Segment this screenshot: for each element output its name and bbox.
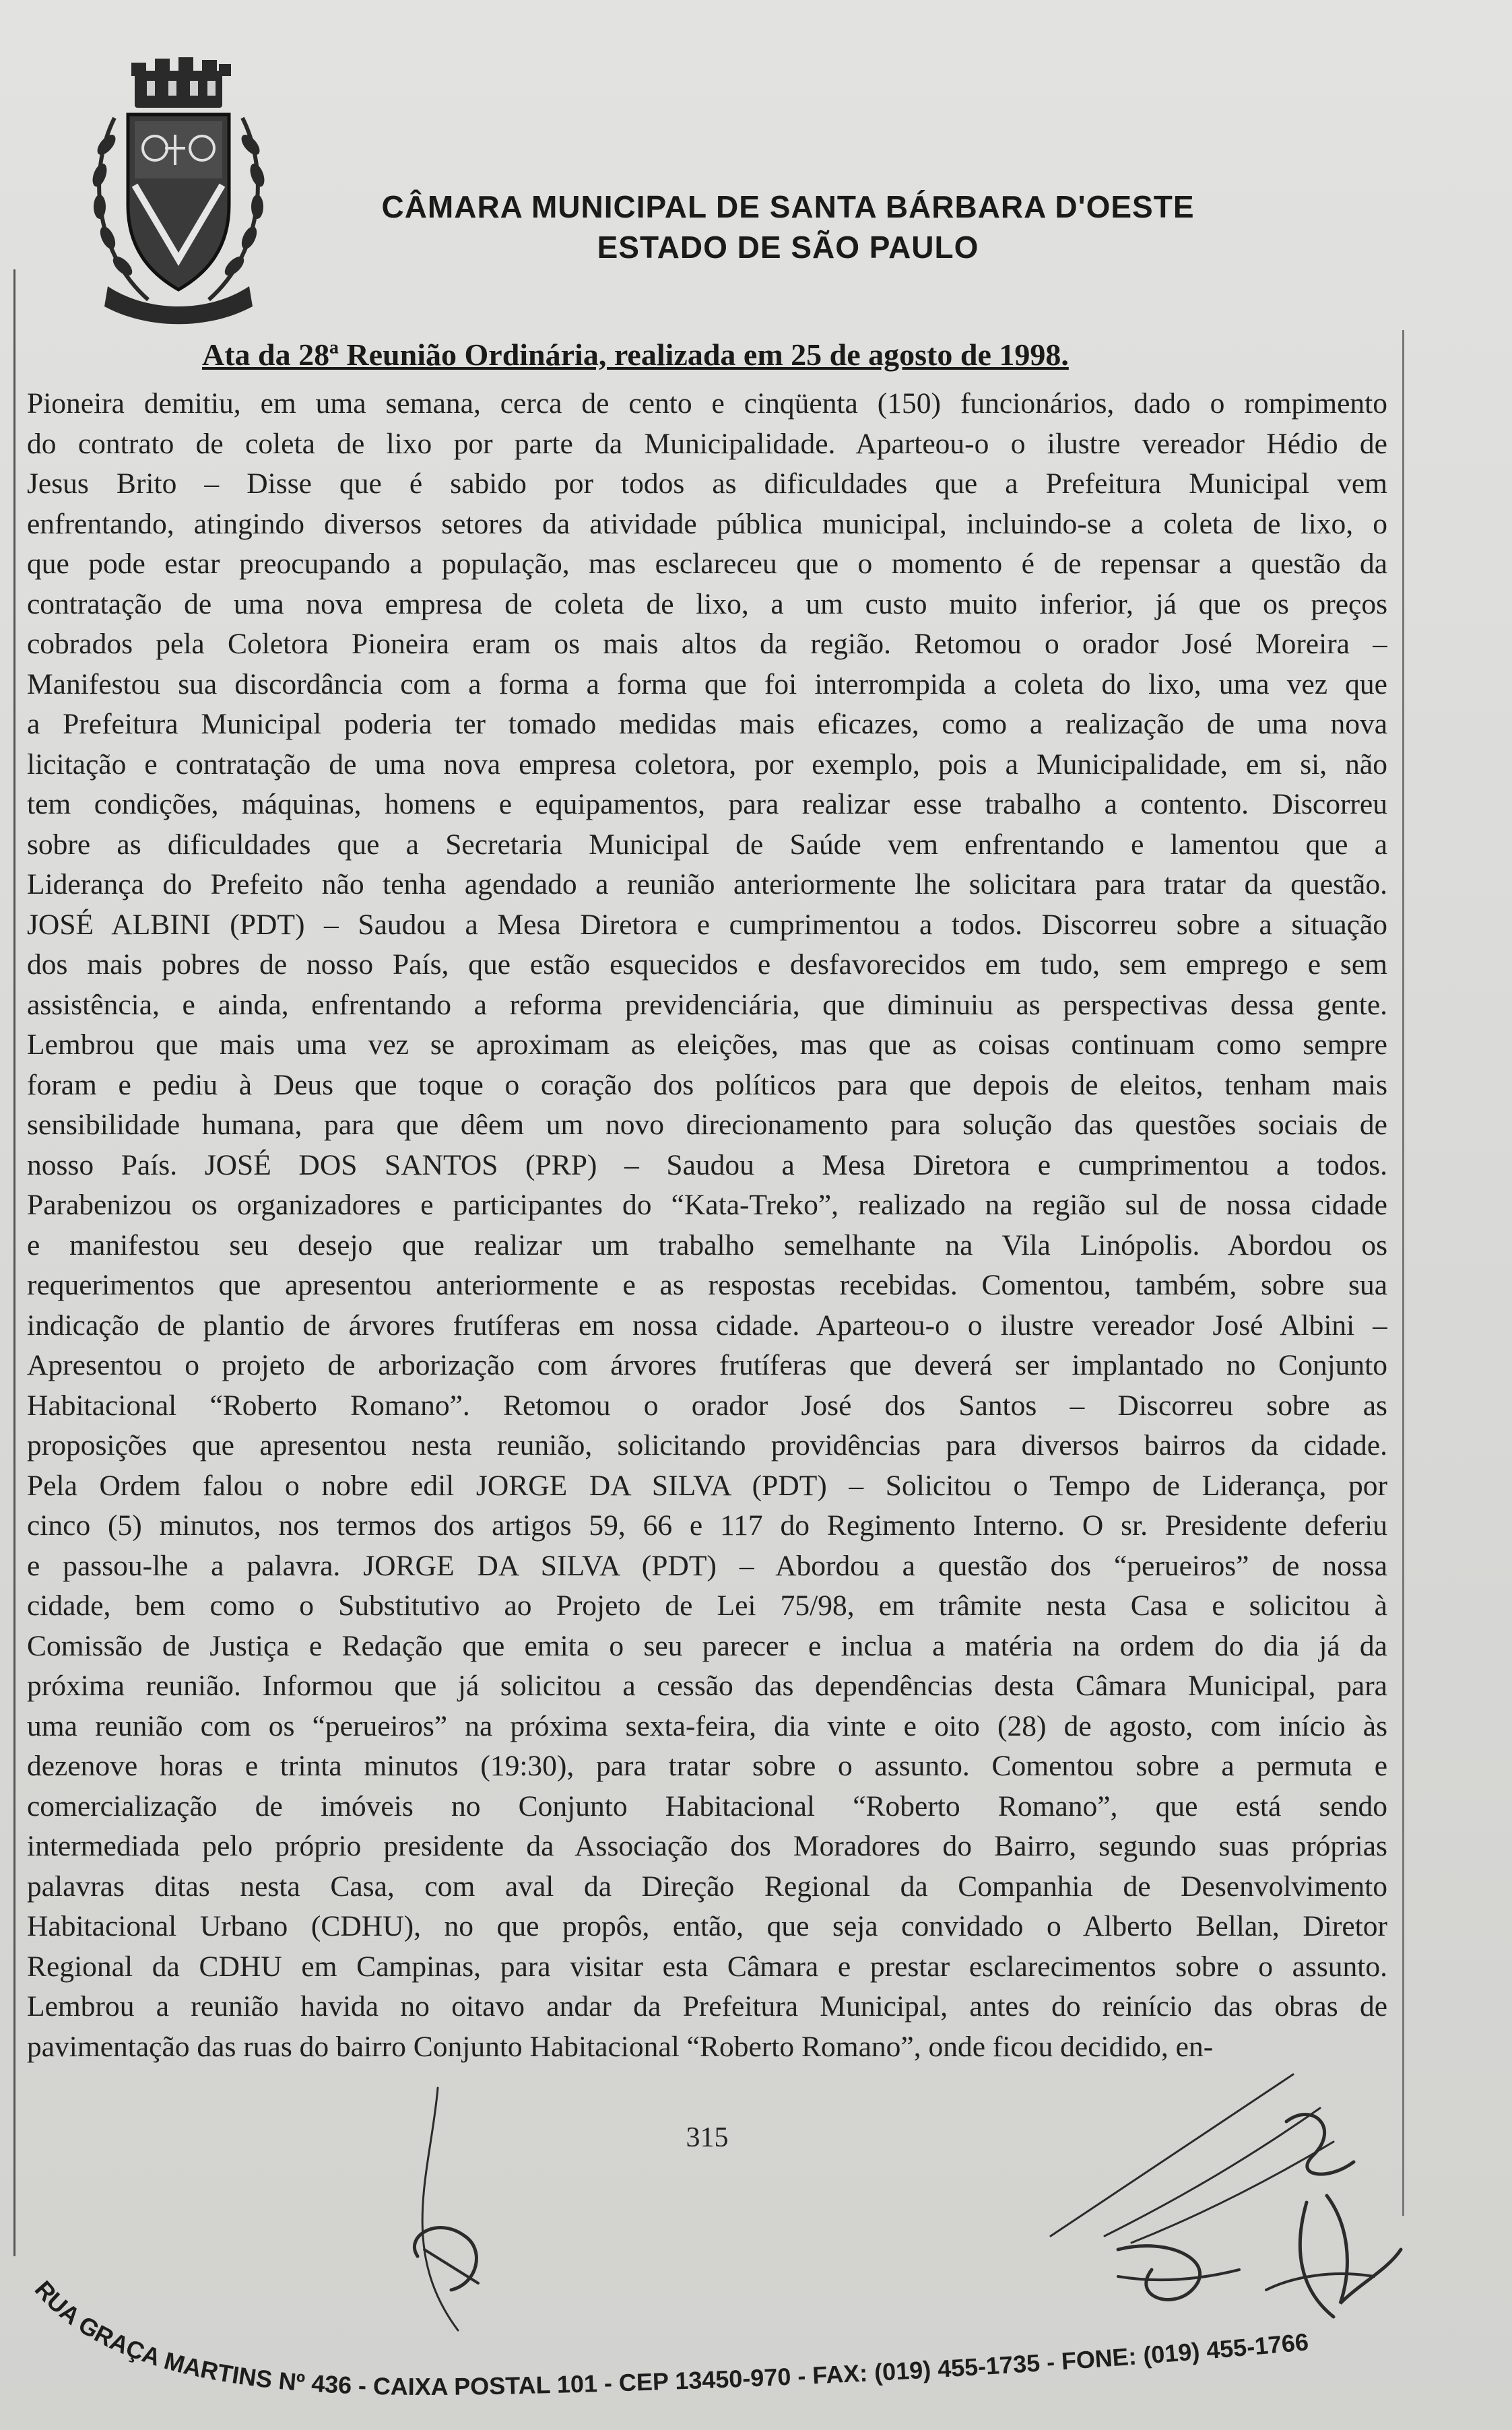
body-line: enfrentando, atingindo diversos setores da atividade pública municipal, incluindo-se a coleta de lixo, o bbox=[27, 507, 1387, 540]
body-line: nosso País. JOSÉ DOS SANTOS (PRP) – Saudou a Mesa Diretora e cumprimentou a todos. bbox=[27, 1148, 1387, 1181]
body-line: próxima reunião. Informou que já solicitou a cessão das dependências desta Câmara Municipal, para bbox=[27, 1670, 1387, 1702]
body-line: e passou-lhe a palavra. JORGE DA SILVA (PDT) – Abordou a questão dos “perueiros” de nossa bbox=[27, 1549, 1387, 1582]
body-line: assistência, e ainda, enfrentando a reforma previdenciária, que diminuiu as perspectivas dessa gente. bbox=[27, 988, 1387, 1021]
minutes-body bbox=[27, 384, 1387, 2067]
body-line: tem condições, máquinas, homens e equipamentos, para realizar esse trabalho a contento. Discorreu bbox=[27, 788, 1387, 820]
body-line: proposições que apresentou nesta reunião, solicitando providências para diversos bairros da cidade. bbox=[27, 1429, 1387, 1462]
body-line: Lembrou a reunião havida no oitavo andar da Prefeitura Municipal, antes do reinício das obras de bbox=[27, 1990, 1387, 2023]
footer-address-text: RUA GRAÇA MARTINS Nº 436 - CAIXA POSTAL 101 - CEP 13450-970 - FAX: (019) 455-1735 - FONE: (019) 455-1766 bbox=[29, 2276, 1310, 2400]
body-line: que pode estar preocupando a população, mas esclareceu que o momento é de repensar a questão da bbox=[27, 548, 1387, 580]
body-line: Parabenizou os organizadores e participantes do “Kata-Treko”, realizado na região sul de nossa cidade bbox=[27, 1189, 1387, 1221]
body-line: Manifestou sua discordância com a forma a forma que foi interrompida a coleta do lixo, uma vez que bbox=[27, 667, 1387, 700]
body-line: Regional da CDHU em Campinas, para visitar esta Câmara e prestar esclarecimentos sobre o assunto. bbox=[27, 1950, 1387, 1983]
body-line: Pela Ordem falou o nobre edil JORGE DA SILVA (PDT) – Solicitou o Tempo de Liderança, por bbox=[27, 1469, 1387, 1502]
body-line: Pioneira demitiu, em uma semana, cerca de cento e cinqüenta (150) funcionários, dado o rompimento bbox=[27, 387, 1387, 420]
body-line: Habitacional “Roberto Romano”. Retomou o orador José dos Santos – Discorreu sobre as bbox=[27, 1389, 1387, 1422]
institution-header bbox=[350, 187, 1226, 268]
state-name: ESTADO DE SÃO PAULO bbox=[597, 229, 979, 265]
institution-name: CÂMARA MUNICIPAL DE SANTA BÁRBARA D'OESTE bbox=[381, 189, 1195, 224]
body-line: a Prefeitura Municipal poderia ter tomado medidas mais eficazes, como a realização de uma nova bbox=[27, 708, 1387, 740]
left-margin-rule bbox=[13, 269, 15, 2256]
body-line: requerimentos que apresentou anteriormente e as respostas recebidas. Comentou, também, sobre sua bbox=[27, 1269, 1387, 1301]
body-line: Jesus Brito – Disse que é sabido por todos as dificuldades que a Prefeitura Municipal vem bbox=[27, 467, 1387, 500]
body-line: licitação e contratação de uma nova empresa coletora, por exemplo, pois a Municipalidade, em si, não bbox=[27, 748, 1387, 781]
footer-address bbox=[20, 2276, 1502, 2425]
body-line: pavimentação das ruas do bairro Conjunto Habitacional “Roberto Romano”, onde ficou decidido, en- bbox=[27, 2030, 1214, 2063]
body-line: cinco (5) minutos, nos termos dos artigos 59, 66 e 117 do Regimento Interno. O sr. Presidente deferiu bbox=[27, 1509, 1387, 1542]
right-margin-rule bbox=[1402, 330, 1404, 2216]
body-line: Lembrou que mais uma vez se aproximam as eleições, mas que as coisas continuam como sempre bbox=[27, 1028, 1387, 1061]
page-number: 315 bbox=[686, 2122, 729, 2153]
body-line: sensibilidade humana, para que dêem um novo direcionamento para solução das questões sociais de bbox=[27, 1109, 1387, 1141]
body-line: indicação de plantio de árvores frutíferas em nossa cidade. Aparteou-o o ilustre vereador José Albini – bbox=[27, 1309, 1387, 1342]
body-line: cobrados pela Coletora Pioneira eram os mais altos da região. Retomou o orador José Moreira – bbox=[27, 628, 1387, 660]
body-line: do contrato de coleta de lixo por parte da Municipalidade. Aparteou-o o ilustre vereador Hédio de bbox=[27, 427, 1387, 460]
body-line: uma reunião com os “perueiros” na próxima sexta-feira, dia vinte e oito (28) de agosto, com início às bbox=[27, 1709, 1387, 1742]
body-line: palavras ditas nesta Casa, com aval da Direção Regional da Companhia de Desenvolvimento bbox=[27, 1870, 1387, 1903]
body-line: Comissão de Justiça e Redação que emita o seu parecer e inclua a matéria na ordem do dia já da bbox=[27, 1629, 1387, 1662]
body-line: dos mais pobres de nosso País, que estão esquecidos e desfavorecidos em tudo, sem emprego e sem bbox=[27, 948, 1387, 981]
coat-of-arms-icon bbox=[67, 57, 290, 327]
body-line: comercialização de imóveis no Conjunto Habitacional “Roberto Romano”, que está sendo bbox=[27, 1789, 1387, 1822]
minutes-title: Ata da 28ª Reunião Ordinária, realizada em 25 de agosto de 1998. bbox=[202, 337, 1069, 372]
body-line: cidade, bem como o Substitutivo ao Projeto de Lei 75/98, em trâmite nesta Casa e solicitou à bbox=[27, 1589, 1387, 1622]
body-line: dezenove horas e trinta minutos (19:30), para tratar sobre o assunto. Comentou sobre a permuta e bbox=[27, 1750, 1387, 1782]
body-line: Liderança do Prefeito não tenha agendado a reunião anteriormente lhe solicitara para tratar da questão. bbox=[27, 868, 1387, 900]
body-line: foram e pediu à Deus que toque o coração dos políticos para que depois de eleitos, tenham mais bbox=[27, 1068, 1387, 1101]
body-line: e manifestou seu desejo que realizar um trabalho semelhante na Vila Linópolis. Abordou os bbox=[27, 1228, 1387, 1261]
body-line: JOSÉ ALBINI (PDT) – Saudou a Mesa Diretora e cumprimentou a todos. Discorreu sobre a situação bbox=[27, 908, 1387, 941]
body-line: contratação de uma nova empresa de coleta de lixo, a um custo muito inferior, já que os preços bbox=[27, 587, 1387, 620]
body-line: intermediada pelo próprio presidente da Associação dos Moradores do Bairro, segundo suas próprias bbox=[27, 1830, 1387, 1862]
body-line: Apresentou o projeto de arborização com árvores frutíferas que deverá ser implantado no Conjunto bbox=[27, 1349, 1387, 1381]
body-line: Habitacional Urbano (CDHU), no que propôs, então, que seja convidado o Alberto Bellan, Diretor bbox=[27, 1910, 1387, 1942]
body-line: sobre as dificuldades que a Secretaria Municipal de Saúde vem enfrentando e lamentou que a bbox=[27, 828, 1387, 861]
